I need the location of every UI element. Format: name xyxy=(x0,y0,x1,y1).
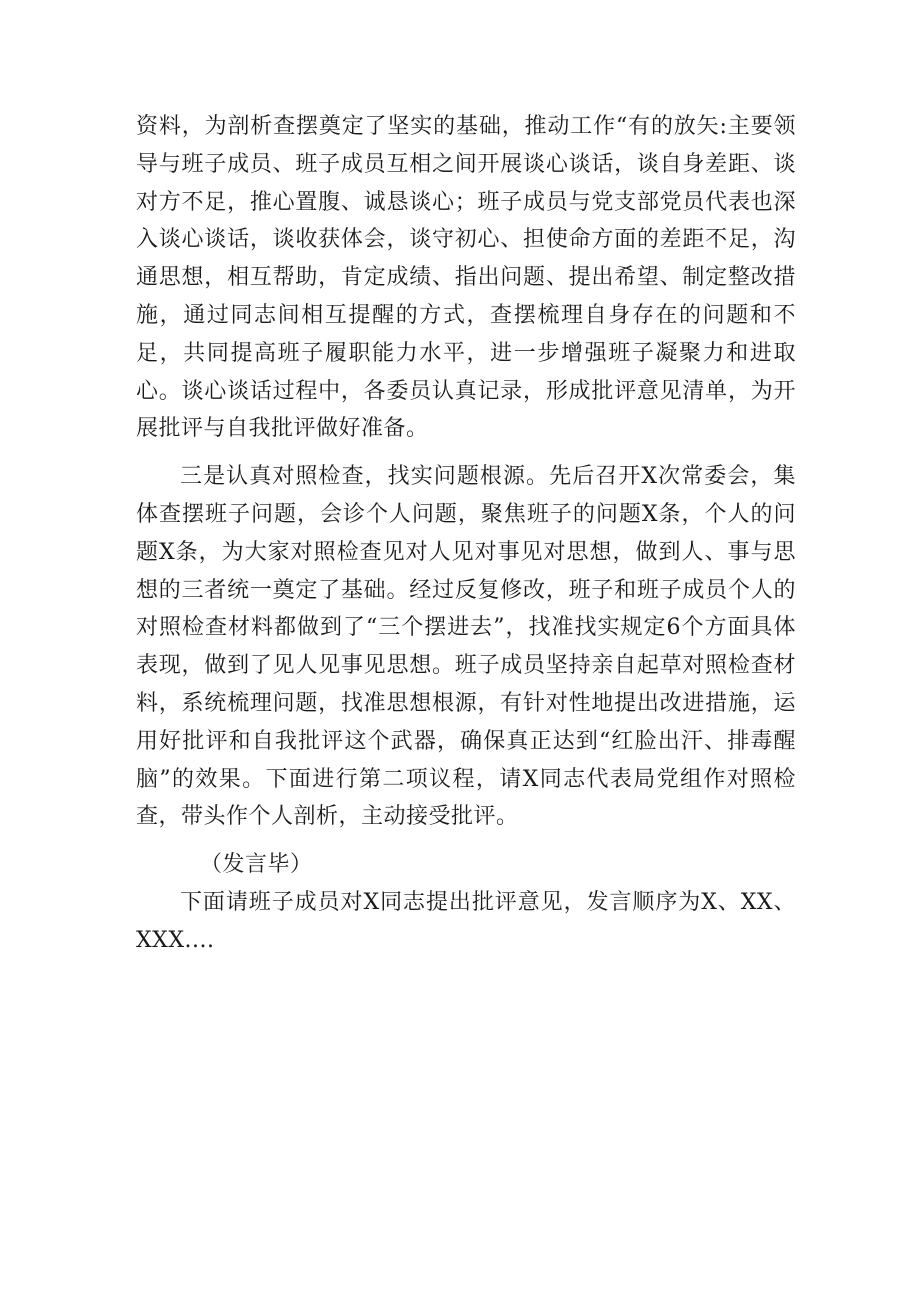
document-body xyxy=(136,108,796,960)
paragraph-self-examination: 三是认真对照检查，找实问题根源。先后召开X次常委会，集体查摆班子问题，会诊个人问题，聚焦班子的问题X条，个人的问题X条，为大家对照检查见对人见对事见对思想，做到人、事与思想的三者统一奠定了基础。经过反复修改，班子和班子成员个人的对照检查材料都做到了“三个摆进去”，找准找实规定6个方面具体表现，做到了见人见事见思想。班子成员坚持亲自起草对照检查材料，系统梳理问题，找准思想根源，有针对性地提出改进措施，运用好批评和自我批评这个武器，确保真正达到“红脸出汗、排毒醒脑”的效果。下面进行第二项议程，请X同志代表局党组作对照检查，带头作个人剖析，主动接受批评。 xyxy=(136,464,796,830)
paragraph-talk-preparation: 资料，为剖析查摆奠定了坚实的基础，推动工作“有的放矢:主要领导与班子成员、班子成员互相之间开展谈心谈话，谈自身差距、谈对方不足，推心置腹、诚恳谈心；班子成员与党支部党员代表也深入谈心谈话，谈收获体会，谈守初心、担使命方面的差距不足，沟通思想，相互帮助，肯定成绩、指出问题、提出希望、制定整改措施，通过同志间相互提醒的方式，查摆梳理自身存在的问题和不足，共同提高班子履职能力水平，进一步增强班子凝聚力和进取心。谈心谈话过程中，各委员认真记录，形成批评意见清单，为开展批评与自我批评做好准备。 xyxy=(136,114,796,442)
paragraph-speech-finished: （发言毕） xyxy=(200,852,313,878)
paragraph-criticism-order: 下面请班子成员对X同志提出批评意见，发言顺序为X、XX、XXX.... xyxy=(136,889,796,953)
